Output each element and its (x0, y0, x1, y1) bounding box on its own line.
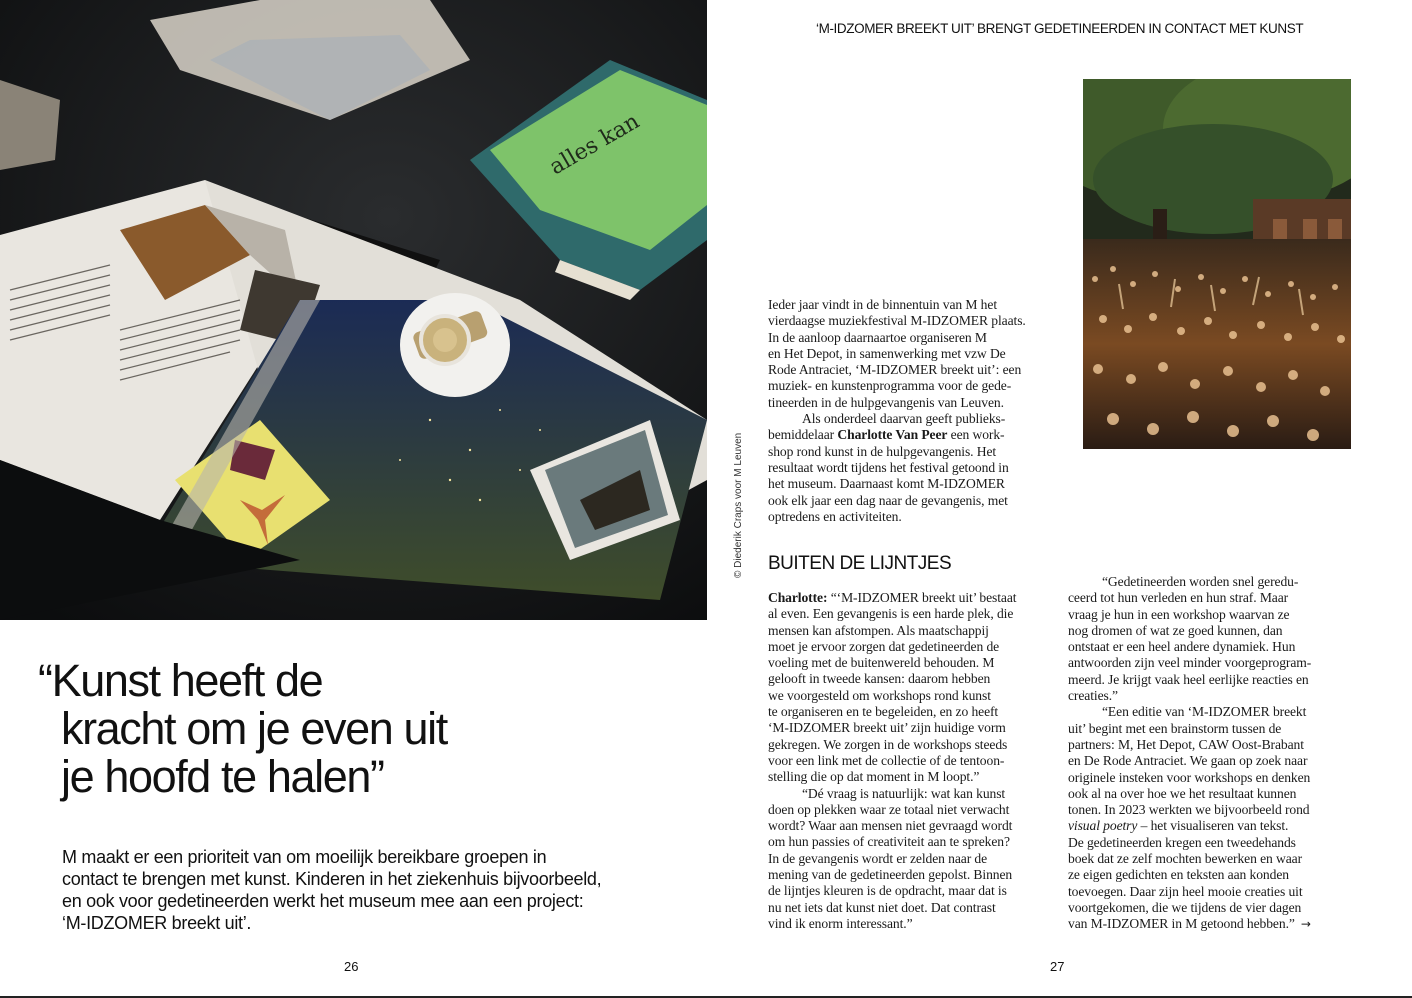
body-line: ook elk jaar een dag naar de gevangenis, met (768, 492, 1008, 508)
body-line: stelling die op dat moment in M loopt.” (768, 769, 980, 785)
body-line: tineerden in de hulpgevangenis van Leuven. (768, 394, 1004, 410)
body-line: vind ik enorm interessant.” (768, 915, 913, 931)
body-text: bemiddelaar (768, 427, 838, 443)
body-line: doen op plekken waar ze totaal niet verwacht (768, 801, 1010, 817)
body-line: optredens en activiteiten. (768, 508, 902, 524)
body-line: voeling met de buitenwereld behouden. M (768, 655, 995, 671)
body-line: partners: M, Het Depot, CAW Oost-Brabant (1068, 736, 1304, 752)
body-line: In de gevangenis wordt er zelden naar de (768, 850, 988, 866)
body-line: en Het Depot, in samenwerking met vzw De (768, 345, 1006, 361)
body-line: nu net iets dat kunst niet doet. Dat contrast (768, 899, 996, 915)
photo-open-book-collage (0, 0, 707, 620)
pull-quote-line: je hoofd te halen” (61, 751, 384, 802)
body-line: antwoorden zijn veel minder voorgeprogram- (1068, 655, 1312, 671)
intro-line: contact te brengen met kunst. Kinderen in het ziekenhuis bijvoorbeeld, (62, 869, 602, 889)
body-line: Als onderdeel daarvan geeft publieks- (802, 411, 1006, 427)
body-line (1068, 916, 1358, 932)
intro-paragraph (62, 846, 642, 934)
body-line (768, 590, 1058, 606)
body-line: mensen kan afstompen. Als maatschappij (768, 622, 989, 638)
body-line: vierdaagse muziekfestival M-IDZOMER plaats. (768, 313, 1026, 329)
body-line: originele insteken voor workshops en denken (1068, 769, 1311, 785)
svg-text:alles kan: alles kan (545, 108, 644, 181)
body-line: we voorgesteld om workshops rond kunst (768, 687, 991, 703)
intro-line: M maakt er een prioriteit van om moeilijk bereikbare groepen in (62, 847, 547, 867)
intro-line: ‘M-IDZOMER breekt uit’. (62, 913, 252, 933)
body-line: mening van de gedetineerden gepolst. Binnen (768, 867, 1013, 883)
body-line: de lijntjes kleuren is de opdracht, maar dat is (768, 883, 1007, 899)
intro-column (768, 297, 1058, 525)
body-line: moet je ervoor zorgen dat gedetineerden de (768, 638, 1000, 654)
body-line: toevoegen. Daar zijn heel mooie creaties uit (1068, 883, 1303, 899)
body-line: voor een link met de collectie of de tentoon- (768, 752, 1005, 768)
body-line: te organiseren en te begeleiden, en zo heeft (768, 704, 999, 720)
continue-arrow-icon: → (1300, 917, 1311, 932)
body-text: “‘M-IDZOMER breekt uit’ bestaat (827, 590, 1017, 605)
body-line: vraag je hun in een workshop waarvan ze (1068, 606, 1290, 622)
body-line: tonen. In 2023 werkten we bijvoorbeeld rond (1068, 802, 1310, 818)
body-line: ‘M-IDZOMER breekt uit’ zijn huidige vorm (768, 720, 1006, 736)
body-line: resultaat wordt tijdens het festival getoond in (768, 459, 1009, 475)
body-line: boek dat ze zelf mochten bewerken en waar (1068, 851, 1303, 867)
body-column-right (1068, 574, 1358, 933)
body-line: al even. Een gevangenis is een harde plek, die (768, 606, 1014, 622)
body-line: creaties.” (1068, 688, 1118, 704)
body-line: het museum. Daarnaast komt M-IDZOMER (768, 476, 1005, 492)
body-line (1068, 818, 1358, 834)
body-line: ontstaat er een heel andere dynamiek. Hun (1068, 639, 1296, 655)
running-head: ‘M-IDZOMER BREEKT UIT’ BRENGT GEDETINEERDEN IN CONTACT MET KUNST (816, 21, 1304, 36)
body-text: – het visualiseren van tekst. (1137, 818, 1289, 834)
body-line: voortgekomen, die we tijdens de vier dagen (1068, 899, 1302, 915)
person-name: Charlotte Van Peer (837, 427, 948, 443)
body-line: shop rond kunst in de hulpgevangenis. Het (768, 443, 997, 459)
body-line: ook al na over hoe we het resultaat kunnen (1068, 785, 1297, 801)
body-text: van M-IDZOMER in M getoond hebben.” (1068, 916, 1295, 932)
body-line: “Gedetineerden worden snel geredu- (1102, 574, 1299, 589)
body-line: om hun passies of creativiteit aan te spreken? (768, 834, 1010, 850)
body-text: een work- (947, 427, 1005, 443)
pull-quote (38, 657, 638, 801)
pull-quote-line: kracht om je even uit (61, 703, 447, 754)
body-line: muziek- en kunstenprogramma voor de gede- (768, 378, 1012, 394)
body-line: Rode Antraciet, ‘M-IDZOMER breekt uit’: een (768, 362, 1022, 378)
photo-credit: © Diederik Craps voor M Leuven (733, 432, 744, 578)
pull-quote-line: “Kunst heeft de (38, 655, 323, 706)
italic-term: visual poetry (1068, 818, 1138, 834)
body-column-left (768, 590, 1058, 932)
body-line (768, 427, 1058, 443)
photo-festival-crowd (1083, 79, 1351, 449)
body-line: en De Rode Antraciet. We gaan op zoek naar (1068, 753, 1308, 769)
section-heading: BUITEN DE LIJNTJES (768, 553, 952, 574)
body-line: wordt? Waar aan mensen niet gevraagd wordt (768, 818, 1013, 834)
body-line: In de aanloop daarnaartoe organiseren M (768, 329, 987, 345)
page-number-right: 27 (1050, 959, 1065, 974)
body-line: “Een editie van ‘M-IDZOMER breekt (1102, 704, 1307, 720)
body-line: De gedetineerden kregen een tweedehands (1068, 834, 1296, 850)
body-line: ceerd tot hun verleden en hun straf. Maar (1068, 590, 1289, 606)
body-line: ze eigen gedichten en teksten aan konden (1068, 867, 1289, 883)
intro-line: en ook voor gedetineerden werkt het museum mee aan een project: (62, 891, 584, 911)
page-number-left: 26 (344, 959, 359, 974)
body-line: uit’ begint met een brainstorm tussen de (1068, 720, 1282, 736)
body-line: gelooft in tweede kansen: daarom hebben (768, 671, 991, 687)
body-line: Ieder jaar vindt in de binnentuin van M het (768, 297, 997, 312)
body-line: meerd. Je krijgt vaak heel eerlijke reacties en (1068, 671, 1309, 687)
body-line: “Dé vraag is natuurlijk: wat kan kunst (802, 785, 1006, 801)
body-line: nog dromen of wat ze goed kunnen, dan (1068, 622, 1283, 638)
speaker-label: Charlotte: (768, 590, 828, 605)
body-line: gekregen. We zorgen in de workshops steeds (768, 736, 1008, 752)
